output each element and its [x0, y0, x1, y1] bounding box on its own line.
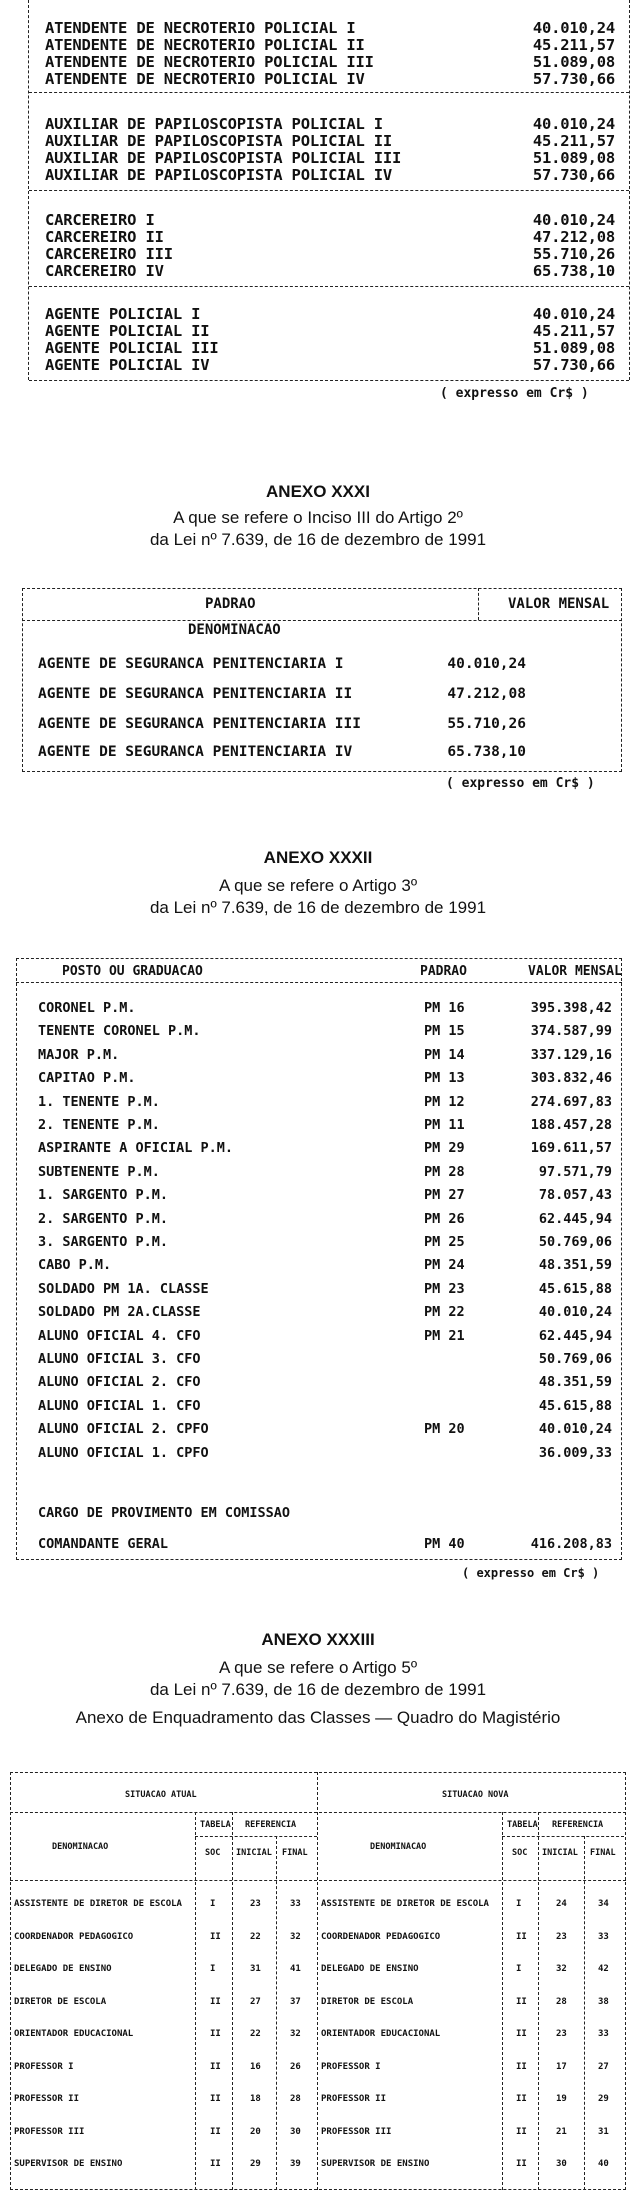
row-denominacao-nova: PROFESSOR I — [321, 2062, 381, 2072]
table-row-padrao: PM 28 — [424, 1164, 465, 1180]
table-row-name: SUBTENENTE P.M. — [38, 1164, 160, 1180]
table-row-name: ALUNO OFICIAL 1. CFO — [38, 1398, 201, 1414]
table-row-value: 50.769,06 — [538, 1351, 612, 1367]
row-denominacao-atual: PROFESSOR I — [14, 2062, 74, 2072]
section-label: CARGO DE PROVIMENTO EM COMISSAO — [38, 1505, 290, 1521]
table-row-name: ASPIRANTE A OFICIAL P.M. — [38, 1140, 234, 1156]
row-inicial-atual: 31 — [250, 1964, 261, 1974]
table-row-value: 45.615,88 — [538, 1398, 612, 1414]
row-inicial-nova: 30 — [556, 2159, 567, 2169]
row-final-nova: 33 — [598, 1932, 609, 1942]
row-name: CARCEREIRO III — [45, 245, 173, 263]
col-divider — [538, 1812, 539, 2190]
row-value: 40.010,24 — [532, 305, 615, 323]
row-soc-atual: II — [210, 2029, 221, 2039]
anexo-xxxii-title: ANEXO XXXII — [263, 848, 373, 867]
table-row-name: 3. SARGENTO P.M. — [38, 1234, 169, 1250]
row-soc-atual: I — [210, 1964, 216, 1974]
table-row-padrao: PM 11 — [424, 1117, 465, 1133]
table-row-value: 274.697,83 — [530, 1094, 612, 1110]
row-final-atual: 41 — [290, 1964, 301, 1974]
table-row-name: CORONEL P.M. — [38, 1000, 136, 1016]
table-row-padrao: PM 20 — [424, 1421, 465, 1437]
anexo-xxxiii-line3: Anexo de Enquadramento das Classes — Quadro do Magistério — [75, 1708, 561, 1727]
row-final-nova: 42 — [598, 1964, 609, 1974]
row-name: CARCEREIRO II — [45, 228, 164, 246]
header-denominacao-nova: DENOMINACAO — [370, 1842, 427, 1852]
table-row-value: 169.611,57 — [530, 1140, 612, 1156]
row-inicial-nova: 28 — [556, 1997, 567, 2007]
anexo-xxxiii-line1: A que se refere o Artigo 5º — [218, 1658, 418, 1677]
row-value: 57.730,66 — [532, 70, 615, 88]
row-name: AUXILIAR DE PAPILOSCOPISTA POLICIAL II — [45, 132, 393, 150]
row-inicial-nova: 21 — [556, 2127, 567, 2137]
row-denominacao-atual: PROFESSOR III — [14, 2127, 85, 2137]
row-inicial-nova: 23 — [556, 2029, 567, 2039]
row-denominacao-atual: PROFESSOR II — [14, 2094, 80, 2104]
row-soc-atual: II — [210, 1932, 221, 1942]
row-denominacao-nova: PROFESSOR III — [321, 2127, 392, 2137]
row-final-nova: 31 — [598, 2127, 609, 2137]
table-row-name: AGENTE DE SEGURANCA PENITENCIARIA II — [38, 686, 353, 702]
anexo-xxxii-line1: A que se refere o Artigo 3º — [218, 876, 418, 895]
row-name: AGENTE POLICIAL II — [45, 322, 210, 340]
table-row-value: 50.769,06 — [538, 1234, 612, 1250]
row-final-atual: 32 — [290, 2029, 301, 2039]
row-value: 57.730,66 — [532, 166, 615, 184]
row-inicial-atual: 20 — [250, 2127, 261, 2137]
row-soc-atual: II — [210, 2159, 221, 2169]
table-row-name: ALUNO OFICIAL 2. CFO — [38, 1374, 201, 1390]
header-inicial-nova: INICIAL — [542, 1848, 578, 1858]
row-value: 45.211,57 — [532, 132, 615, 150]
anexo-xxxii-line2: da Lei nº 7.639, de 16 de dezembro de 1991 — [149, 898, 487, 917]
anexo-xxxiii-table — [10, 1772, 626, 2190]
col-divider — [195, 1812, 196, 2190]
row-final-atual: 28 — [290, 2094, 301, 2104]
commission-row-name: COMANDANTE GERAL — [38, 1536, 169, 1552]
row-soc-atual: II — [210, 2127, 221, 2137]
table-row-name: 1. TENENTE P.M. — [38, 1094, 160, 1110]
row-soc-atual: II — [210, 2062, 221, 2072]
table-row-padrao: PM 24 — [424, 1257, 465, 1273]
row-inicial-nova: 19 — [556, 2094, 567, 2104]
row-value: 65.738,10 — [532, 262, 615, 280]
header-tabela-nova: TABELA — [507, 1820, 538, 1830]
table-row-value: 40.010,24 — [538, 1421, 612, 1437]
row-final-atual: 37 — [290, 1997, 301, 2007]
row-final-nova: 29 — [598, 2094, 609, 2104]
table-row-value: 62.445,94 — [538, 1328, 612, 1344]
anexo-xxxiii-line2: da Lei nº 7.639, de 16 de dezembro de 1991 — [149, 1680, 487, 1699]
row-name: CARCEREIRO IV — [45, 262, 164, 280]
table-row-value: 55.710,26 — [447, 716, 526, 732]
table-row-value: 48.351,59 — [538, 1257, 612, 1273]
row-final-atual: 33 — [290, 1899, 301, 1909]
sub-divider — [195, 1836, 317, 1837]
table-row-name: ALUNO OFICIAL 1. CPFO — [38, 1445, 209, 1461]
table-row-name: MAJOR P.M. — [38, 1047, 120, 1063]
row-inicial-atual: 22 — [250, 2029, 261, 2039]
col-divider — [502, 1812, 503, 2190]
currency-note: ( expresso em Cr$ ) — [440, 386, 589, 401]
row-inicial-nova: 24 — [556, 1899, 567, 1909]
header-posto: POSTO OU GRADUACAO — [62, 964, 203, 979]
table-row-value: 337.129,16 — [530, 1047, 612, 1063]
row-name: AGENTE POLICIAL III — [45, 339, 219, 357]
col-divider — [232, 1812, 233, 2190]
row-denominacao-atual: COORDENADOR PEDAGOGICO — [14, 1932, 134, 1942]
row-soc-atual: I — [210, 1899, 216, 1909]
row-name: AUXILIAR DE PAPILOSCOPISTA POLICIAL IV — [45, 166, 393, 184]
table-row-value: 97.571,79 — [538, 1164, 612, 1180]
table-group-agente-policial — [29, 286, 629, 381]
header-padrao: PADRAO — [420, 964, 467, 979]
table-row-value: 36.009,33 — [538, 1445, 612, 1461]
row-denominacao-nova: DIRETOR DE ESCOLA — [321, 1997, 414, 2007]
table-row-padrao: PM 13 — [424, 1070, 465, 1086]
row-inicial-nova: 32 — [556, 1964, 567, 1974]
table-group-auxiliar — [29, 92, 629, 191]
currency-note: ( expresso em Cr$ ) — [446, 776, 595, 791]
table-row-value: 65.738,10 — [447, 744, 526, 760]
row-name: AUXILIAR DE PAPILOSCOPISTA POLICIAL III — [45, 149, 402, 167]
row-inicial-atual: 27 — [250, 1997, 261, 2007]
table-row-padrao: PM 26 — [424, 1211, 465, 1227]
row-denominacao-atual: ORIENTADOR EDUCACIONAL — [14, 2029, 134, 2039]
header-referencia-atual: REFERENCIA — [245, 1820, 297, 1830]
row-final-atual: 39 — [290, 2159, 301, 2169]
table-row-padrao: PM 27 — [424, 1187, 465, 1203]
table-row-padrao: PM 29 — [424, 1140, 465, 1156]
sub-divider — [502, 1836, 624, 1837]
row-denominacao-nova: COORDENADOR PEDAGOGICO — [321, 1932, 441, 1942]
header-divider — [16, 982, 622, 983]
table-row-value: 303.832,46 — [530, 1070, 612, 1086]
table-row-padrao: PM 15 — [424, 1023, 465, 1039]
table-row-value: 374.587,99 — [530, 1023, 612, 1039]
row-name: CARCEREIRO I — [45, 211, 155, 229]
table-row-padrao: PM 25 — [424, 1234, 465, 1250]
table-row-padrao: PM 23 — [424, 1281, 465, 1297]
column-divider — [478, 588, 479, 620]
row-name: AUXILIAR DE PAPILOSCOPISTA POLICIAL I — [45, 115, 383, 133]
row-soc-nova: II — [516, 2159, 527, 2169]
row-final-nova: 34 — [598, 1899, 609, 1909]
row-soc-nova: II — [516, 2029, 527, 2039]
row-denominacao-atual: DELEGADO DE ENSINO — [14, 1964, 112, 1974]
row-name: ATENDENTE DE NECROTERIO POLICIAL IV — [45, 70, 365, 88]
row-soc-nova: II — [516, 2062, 527, 2072]
row-denominacao-nova: SUPERVISOR DE ENSINO — [321, 2159, 430, 2169]
row-denominacao-atual: ASSISTENTE DE DIRETOR DE ESCOLA — [14, 1899, 182, 1909]
anexo-xxxi-title: ANEXO XXXI — [266, 482, 370, 501]
table-row-value: 62.445,94 — [538, 1211, 612, 1227]
table-row-value: 45.615,88 — [538, 1281, 612, 1297]
row-denominacao-atual: SUPERVISOR DE ENSINO — [14, 2159, 123, 2169]
header-final-nova: FINAL — [590, 1848, 616, 1858]
header-referencia-nova: REFERENCIA — [552, 1820, 604, 1830]
row-value: 45.211,57 — [532, 322, 615, 340]
header-padrao: PADRAO — [205, 596, 256, 612]
row-value: 51.089,08 — [532, 339, 615, 357]
table-row-name: 2. TENENTE P.M. — [38, 1117, 160, 1133]
row-soc-nova: II — [516, 1997, 527, 2007]
table-row-padrao: PM 12 — [424, 1094, 465, 1110]
row-soc-nova: I — [516, 1899, 522, 1909]
row-value: 40.010,24 — [532, 211, 615, 229]
row-name: AGENTE POLICIAL IV — [45, 356, 210, 374]
row-soc-atual: II — [210, 2094, 221, 2104]
table-row-padrao: PM 22 — [424, 1304, 465, 1320]
table-row-name: CABO P.M. — [38, 1257, 112, 1273]
table-row-name: SOLDADO PM 1A. CLASSE — [38, 1281, 209, 1297]
row-denominacao-nova: ORIENTADOR EDUCACIONAL — [321, 2029, 441, 2039]
row-inicial-atual: 23 — [250, 1899, 261, 1909]
row-denominacao-nova: DELEGADO DE ENSINO — [321, 1964, 419, 1974]
header-divider — [22, 620, 622, 621]
anexo-xxxi-line1: A que se refere o Inciso III do Artigo 2º — [173, 508, 463, 527]
table-group-carcereiro — [29, 190, 629, 287]
table-row-name: AGENTE DE SEGURANCA PENITENCIARIA III — [38, 716, 362, 732]
header-denominacao: DENOMINACAO — [188, 622, 281, 638]
row-inicial-atual: 29 — [250, 2159, 261, 2169]
table-row-name: ALUNO OFICIAL 4. CFO — [38, 1328, 201, 1344]
row-final-atual: 30 — [290, 2127, 301, 2137]
row-final-nova: 33 — [598, 2029, 609, 2039]
col-divider — [276, 1836, 277, 2190]
row-soc-nova: II — [516, 1932, 527, 1942]
row-inicial-nova: 23 — [556, 1932, 567, 1942]
table-row-name: 1. SARGENTO P.M. — [38, 1187, 169, 1203]
table-row-name: ALUNO OFICIAL 2. CPFO — [38, 1421, 209, 1437]
header-situacao-nova: SITUACAO NOVA — [442, 1790, 509, 1800]
row-final-nova: 38 — [598, 1997, 609, 2007]
header-tabela-atual: TABELA — [200, 1820, 231, 1830]
row-inicial-atual: 22 — [250, 1932, 261, 1942]
anexo-xxxi-line2: da Lei nº 7.639, de 16 de dezembro de 1991 — [149, 530, 487, 549]
header-final-atual: FINAL — [282, 1848, 308, 1858]
table-row-value: 47.212,08 — [447, 686, 526, 702]
center-divider — [317, 1772, 318, 2190]
row-inicial-atual: 16 — [250, 2062, 261, 2072]
row-name: ATENDENTE DE NECROTERIO POLICIAL I — [45, 19, 356, 37]
table-row-name: SOLDADO PM 2A.CLASSE — [38, 1304, 201, 1320]
table-row-value: 78.057,43 — [538, 1187, 612, 1203]
table-row-name: AGENTE DE SEGURANCA PENITENCIARIA IV — [38, 744, 353, 760]
row-denominacao-nova: ASSISTENTE DE DIRETOR DE ESCOLA — [321, 1899, 489, 1909]
row-final-nova: 27 — [598, 2062, 609, 2072]
row-soc-nova: II — [516, 2094, 527, 2104]
row-value: 55.710,26 — [532, 245, 615, 263]
table-row-value: 395.398,42 — [530, 1000, 612, 1016]
row-inicial-nova: 17 — [556, 2062, 567, 2072]
table-row-name: AGENTE DE SEGURANCA PENITENCIARIA I — [38, 656, 344, 672]
commission-row-padrao: PM 40 — [424, 1536, 465, 1552]
header-situacao-atual: SITUACAO ATUAL — [125, 1790, 197, 1800]
table-row-value: 48.351,59 — [538, 1374, 612, 1390]
anexo-xxxiii-title: ANEXO XXXIII — [261, 1630, 375, 1649]
row-denominacao-nova: PROFESSOR II — [321, 2094, 387, 2104]
row-soc-atual: II — [210, 1997, 221, 2007]
header-valor-mensal: VALOR MENSAL — [508, 596, 610, 612]
row-value: 51.089,08 — [532, 53, 615, 71]
header-soc-atual: SOC — [205, 1848, 221, 1858]
table-row-padrao: PM 16 — [424, 1000, 465, 1016]
row-denominacao-atual: DIRETOR DE ESCOLA — [14, 1997, 107, 2007]
table-row-name: TENENTE CORONEL P.M. — [38, 1023, 201, 1039]
header-denominacao-atual: DENOMINACAO — [52, 1842, 109, 1852]
header-inicial-atual: INICIAL — [236, 1848, 272, 1858]
row-value: 47.212,08 — [532, 228, 615, 246]
table-row-name: 2. SARGENTO P.M. — [38, 1211, 169, 1227]
row-soc-nova: I — [516, 1964, 522, 1974]
row-value: 45.211,57 — [532, 36, 615, 54]
row-value: 57.730,66 — [532, 356, 615, 374]
row-final-nova: 40 — [598, 2159, 609, 2169]
row-name: AGENTE POLICIAL I — [45, 305, 201, 323]
table-row-name: CAPITAO P.M. — [38, 1070, 136, 1086]
row-value: 51.089,08 — [532, 149, 615, 167]
table-row-padrao: PM 14 — [424, 1047, 465, 1063]
row-inicial-atual: 18 — [250, 2094, 261, 2104]
table-row-name: ALUNO OFICIAL 3. CFO — [38, 1351, 201, 1367]
row-name: ATENDENTE DE NECROTERIO POLICIAL III — [45, 53, 374, 71]
table-row-value: 188.457,28 — [530, 1117, 612, 1133]
top-salary-table — [28, 0, 630, 380]
header-valor-mensal: VALOR MENSAL — [528, 964, 622, 979]
row-value: 40.010,24 — [532, 19, 615, 37]
table-group-atendente — [29, 0, 629, 93]
table-row-padrao: PM 21 — [424, 1328, 465, 1344]
col-divider — [584, 1836, 585, 2190]
row-soc-nova: II — [516, 2127, 527, 2137]
row-final-atual: 26 — [290, 2062, 301, 2072]
header-soc-nova: SOC — [512, 1848, 528, 1858]
commission-row-value: 416.208,83 — [530, 1536, 612, 1552]
row-name: ATENDENTE DE NECROTERIO POLICIAL II — [45, 36, 365, 54]
header-divider-1 — [10, 1812, 626, 1813]
row-value: 40.010,24 — [532, 115, 615, 133]
row-final-atual: 32 — [290, 1932, 301, 1942]
header-divider-2 — [10, 1880, 626, 1881]
table-row-value: 40.010,24 — [447, 656, 526, 672]
currency-note: ( expresso em Cr$ ) — [462, 1566, 600, 1580]
table-row-value: 40.010,24 — [538, 1304, 612, 1320]
